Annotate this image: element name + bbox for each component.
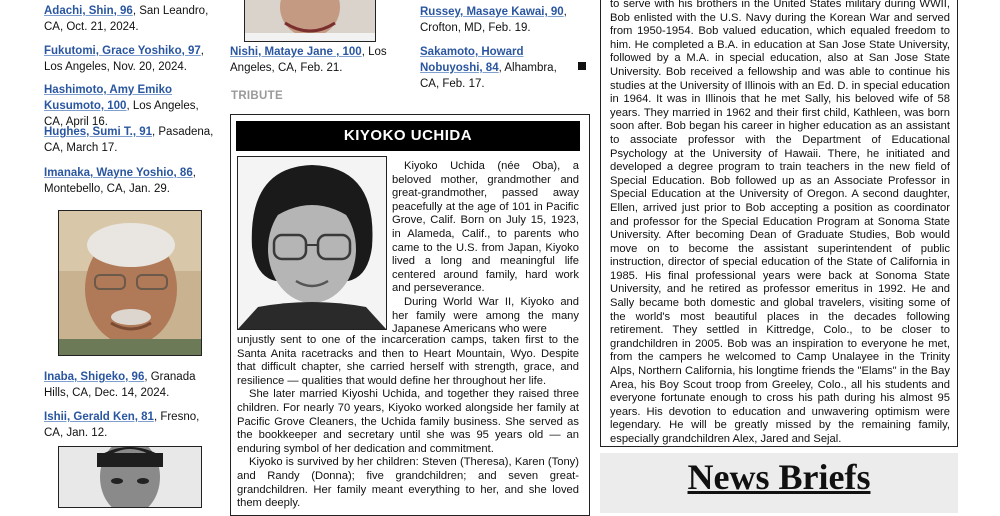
tribute-paragraph: unjustly sent to one of the incarceration camps, taken first to the Santa Anita racetracks and then to Heart Mountain, Wyo. Despite that difficult chapter, she carried herself with strength, grace, and resilience — qualities that would define her throughout her life. <box>237 334 579 387</box>
obituary-name-link[interactable]: Hughes, Sumi T., 91 <box>44 126 152 138</box>
obituary-name-link[interactable]: Ishii, Gerald Ken, 81 <box>44 411 154 423</box>
obituary-details: , Montebello, CA, Jan. 29. <box>44 167 196 195</box>
tribute-paragraph: She later married Kiyoshi Uchida, and together they raised three children. For nearly 70 years, Kiyoko worked alongside her family at Pacific Grove Cleaners, the Uchida family business. She served as the bookkeeper and secretary until she was 95 years old — an enduring symbol of her dedication and commitment. <box>237 388 579 455</box>
tribute-paragraph: Kiyoko Uchida (née Oba), a beloved mother, grandmother and great-grandmother, passed away peacefully at the age of 101 in Pacific Grove, Calif. Born on July 15, 1923, in Alameda, Calif., to parents who came to the U.S. from Japan, Kiyoko lived a long and meaningful life centered around family, hard work and perseverance. <box>392 160 579 295</box>
obituary-name-link[interactable]: Fukutomi, Grace Yoshiko, 97 <box>44 45 201 57</box>
obituary-name-link[interactable]: Russey, Masaye Kawai, 90 <box>420 6 564 18</box>
list-item <box>44 369 220 401</box>
obituary-name-link[interactable]: Inaba, Shigeko, 96 <box>44 371 145 383</box>
portrait-image <box>245 0 375 41</box>
list-item <box>44 165 220 197</box>
obituary-details: , Granada Hills, CA, Dec. 14, 2024. <box>44 371 196 399</box>
obituary-name-link[interactable]: Imanaka, Wayne Yoshio, 86 <box>44 167 193 179</box>
portrait-photo-kiyoko-uchida <box>237 156 387 330</box>
tribute-text-full <box>237 334 579 511</box>
tribute-title: KIYOKO UCHIDA <box>236 121 580 151</box>
portrait-image <box>59 447 201 507</box>
portrait-photo-young-man <box>58 446 202 508</box>
list-item <box>44 43 220 75</box>
list-item <box>420 44 578 92</box>
obituary-body-text: to serve with his brothers in the United States military during WWII, Bob enlisted with the U.S. Navy during the Korean War and served from 1950-1954. Bob valued education, which equaled freedom to him. He completed a B.A. in education at San Jose State University, followed by a M.A. in special education, also at San Jose State University. Bob received a fellowship and was able to continue his studies at the University of Illinois with an Ed. D. in special education in 1964. It was in Illinois that he met Sally, his beloved wife of 58 years. They married in 1962 and their first child, Kathleen, was born soon after. Bob began his career in higher education as an assistant to associate professor with the Department of Educational Psychology at the University of Hawaii. There, he initiated and developed a degree program to train teachers in the new field of Special Education. Bob followed up as an Associate Professor in Special Education at the University of Oregon. A second daughter, Ellen, arrived just prior to Bob accepting a position as coordinator and professor for the Special Education Program at Sonoma State University. After becoming Dean of Graduate Studies, Bob would move on to become the assistant superintendent of public instruction, director of special education of the State of California in 1985. His final professional years were back at Sonoma State University, and he retired as professor emeritus in 1992. He and Sally became both domestic and global travelers, visiting some of the world's most beautiful places in the decades following retirement. They settled in Kittredge, Colo., to be closer to grandchildren in 2005. Bob was an inspiration to everyone he met, from the campers he welcomed to Camp Unalayee in the Trinity Alps, Northern California, his longtime friends the "Elams" in the Bay Area, his Boy Scout troop from Greeley, Colo., all his students and everyone fortunate enough to cross his path during his almost 95 years. His devotion to education and unwavering optimism were legendary. He will be greatly missed by the remaining family, especially grandchildren Alex, Jared and Sejal. <box>610 0 950 445</box>
section-label-tribute: TRIBUTE <box>231 90 283 102</box>
list-item <box>420 4 592 36</box>
list-item <box>44 3 220 35</box>
obituary-name-link[interactable]: Sakamoto, Howard Nobuyoshi, 84 <box>420 46 524 74</box>
obituary-details: , Fresno, CA, Jan. 12. <box>44 411 200 439</box>
obituary-details: , Crofton, MD, Feb. 19. <box>420 6 567 34</box>
tribute-paragraph: During World War II, Kiyoko and her family were among the many Japanese Americans who were <box>392 295 579 336</box>
tribute-paragraph: Kiyoko is survived by her children: Steven (Theresa), Karen (Tony) and Randy (Donna); five grandchildren; and seven great-grandchildren. Her family meant everything to her, and she loved them deeply. <box>237 456 579 510</box>
obituary-details: , Alhambra, CA, Feb. 17. <box>420 62 557 90</box>
portrait-photo-elderly-man <box>58 210 202 356</box>
obituary-name-link[interactable]: Hashimoto, Amy Emiko Kusumoto, 100 <box>44 84 173 112</box>
obituary-details: , San Leandro, CA, Oct. 21, 2024. <box>44 5 209 33</box>
list-item <box>44 124 220 156</box>
list-item <box>230 44 400 76</box>
news-briefs-title: News Briefs <box>687 457 871 497</box>
obituary-details: , Los Angeles, CA, Feb. 21. <box>230 46 387 74</box>
obituary-details: , Pasadena, CA, March 17. <box>44 126 214 154</box>
tribute-text-wrapped <box>392 160 579 337</box>
end-mark-square <box>578 62 586 70</box>
portrait-photo-woman <box>244 0 376 42</box>
list-item <box>44 82 220 130</box>
portrait-image <box>238 157 386 329</box>
obituary-name-link[interactable]: Adachi, Shin, 96 <box>44 5 133 17</box>
obituary-details: , Los Angeles, Nov. 20, 2024. <box>44 45 204 73</box>
list-item <box>44 409 220 441</box>
obituary-name-link[interactable]: Nishi, Mataye Jane , 100 <box>230 46 362 58</box>
portrait-image <box>59 211 201 355</box>
obituary-details: , Los Angeles, CA, April 16. <box>44 100 199 128</box>
